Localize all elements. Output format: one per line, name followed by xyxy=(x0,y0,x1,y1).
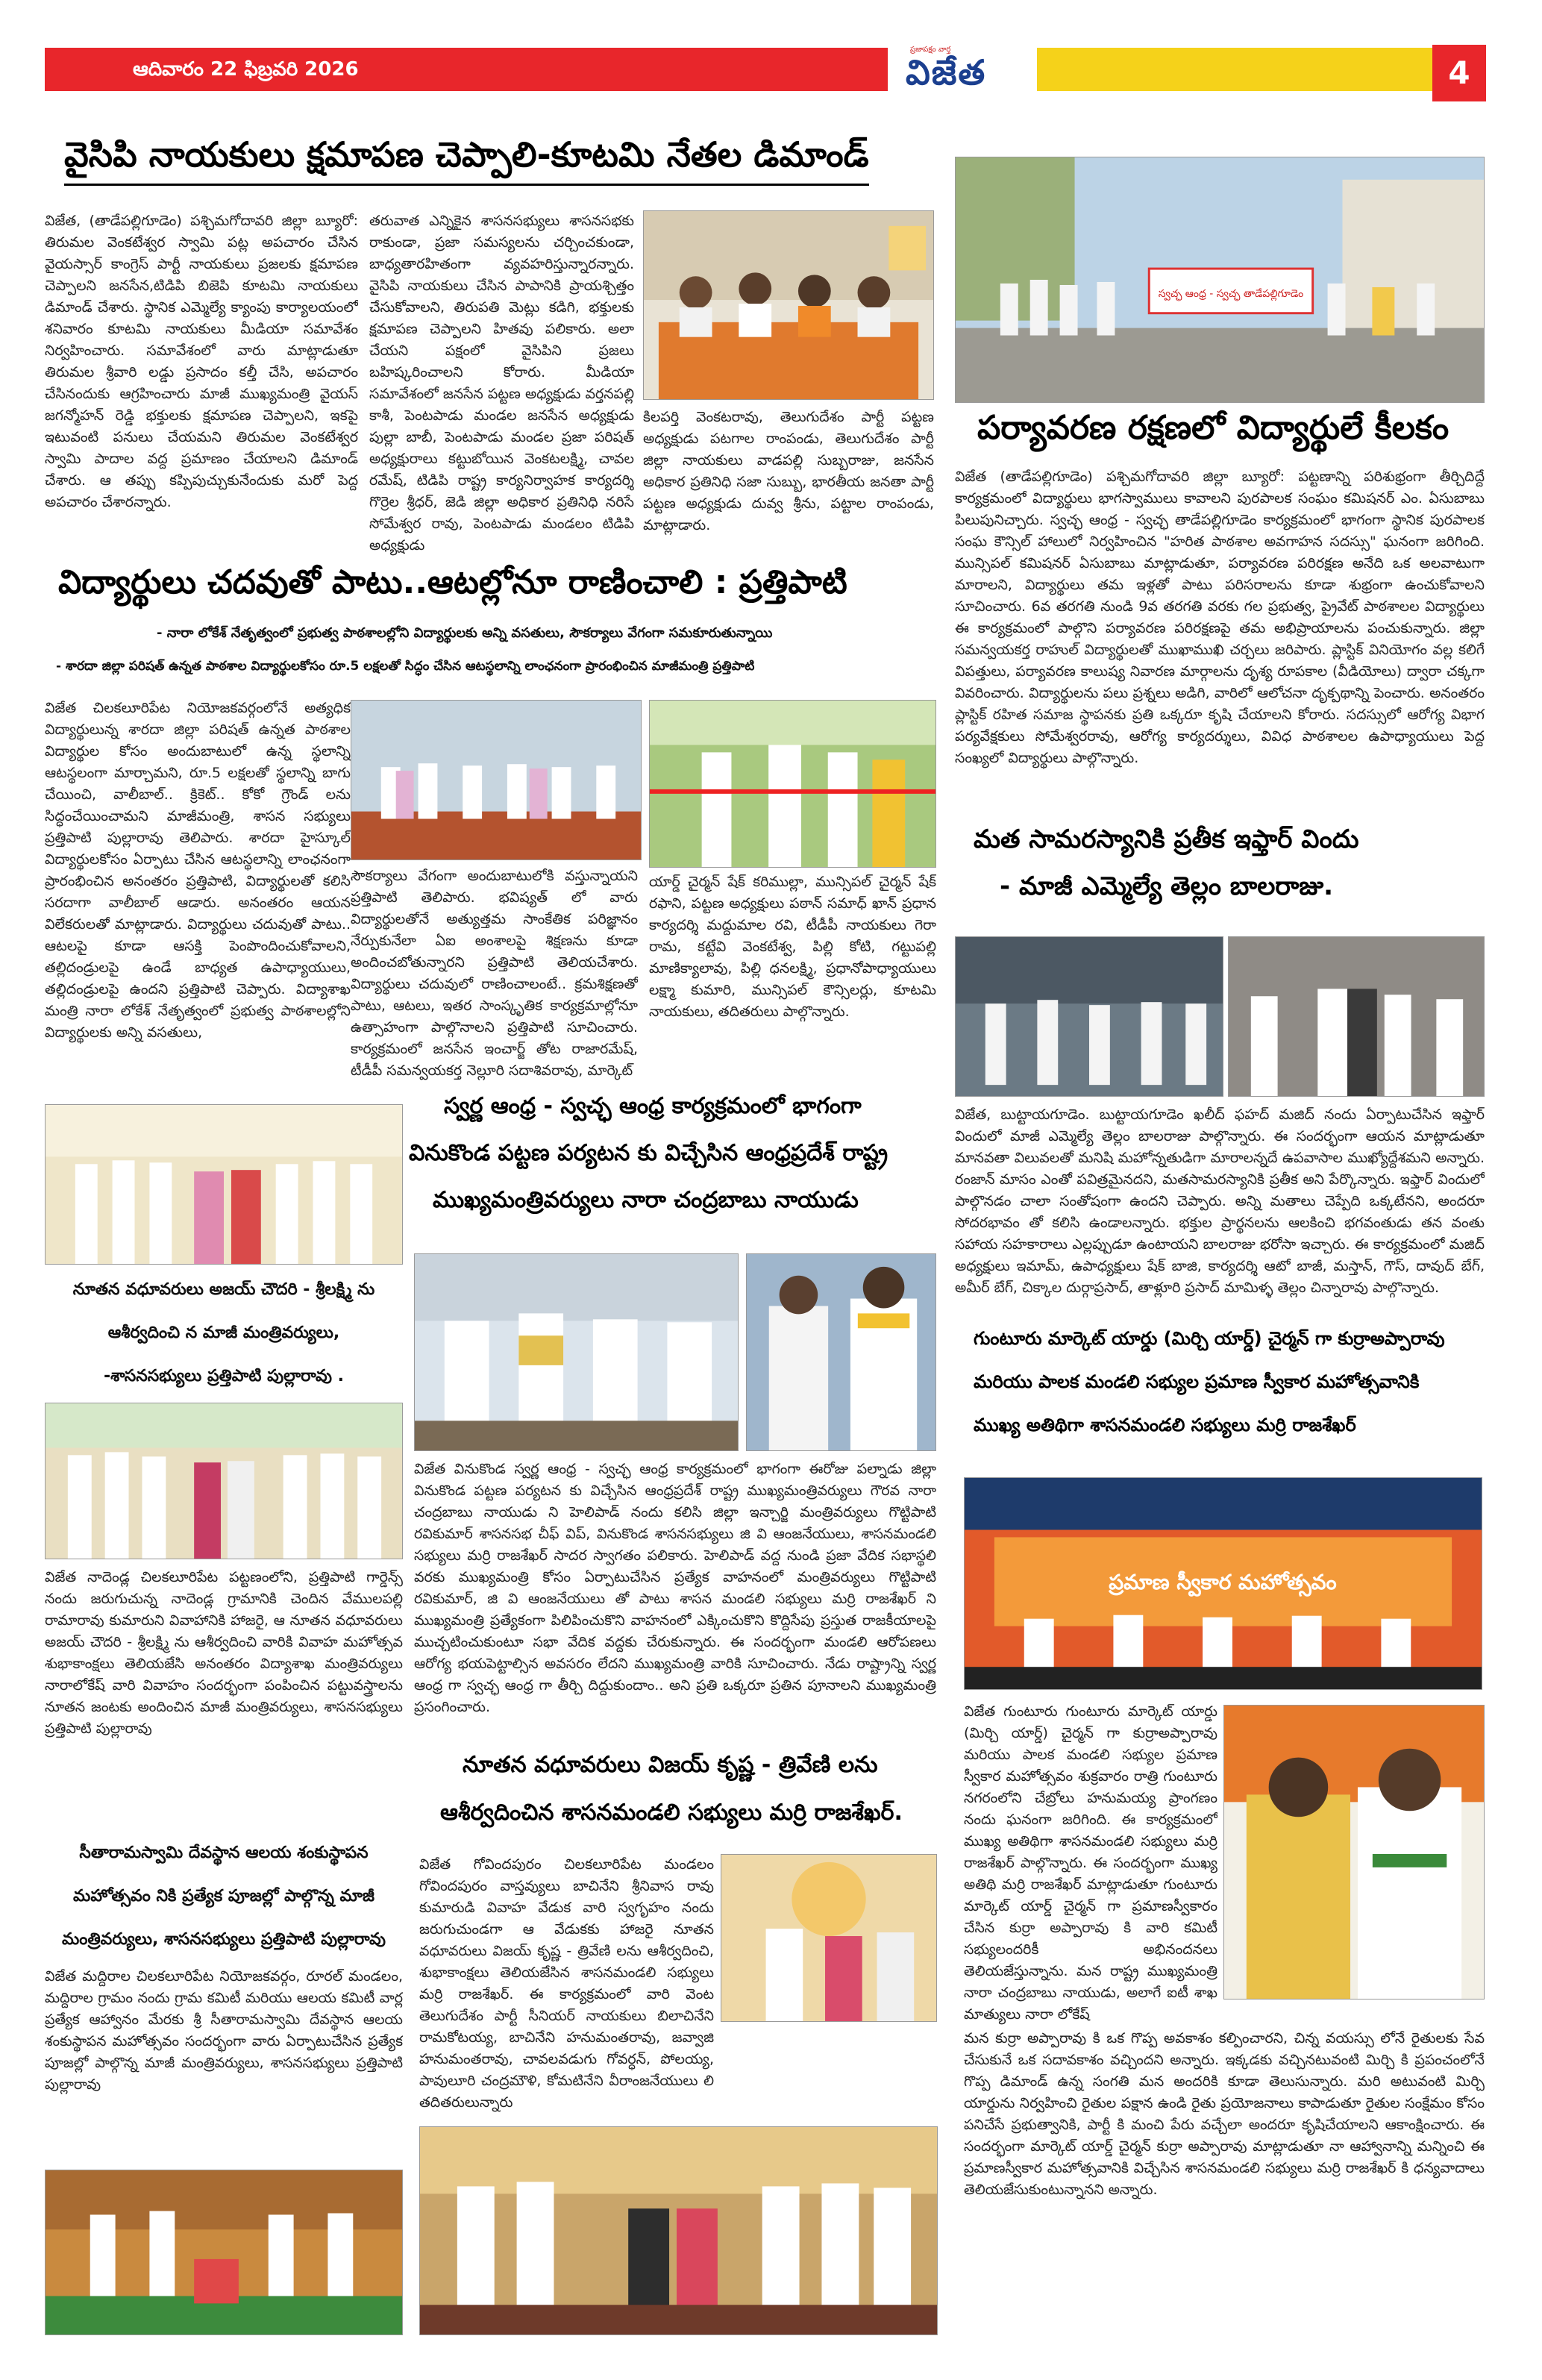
swarna-body: విజేత వినుకొండ స్వర్ణ ఆంధ్ర - స్వచ్ఛ ఆంధ్ర కార్యక్రమంలో భాగంగా ఈరోజు పల్నాడు జిల్లా వినుకొండ పట్టణ పర్యటన కు విచ్చేసిన ఆంధ్రప్రదేశ్ రాష్ట్ర ముఖ్యమంత్రివర్యులు గౌరవ నారా చంద్రబాబు నాయుడు ని హెలిపాడ్ నందు కలిసి జిల్లా ఇన్చార్జి మంత్రివర్యులు గొట్టిపాటి రవికుమార్ శాసనసభ చీఫ్ విప్, వినుకొండ శాసనసభ్యులు జి వి ఆంజనేయులు, శాసనమండలి సభ్యులు మర్రి రాజశేఖర్ సాదర స్వాగతం పలికారు. హెలిపాడ్ వద్ద నుండి ప్రజా వేదిక సభాస్థలి వరకు ముఖ్యమంత్రి కోసం ఏర్పాటుచేసిన ప్రత్యేక వాహనంలో మంత్రివర్యులు గొట్టిపాటి రవికుమార్, జి వి ఆంజనేయులు తో పాటు శాసన మండలి సభ్యులు మర్రి రాజశేఖర్ ని ముఖ్యమంత్రి ప్రత్యేకంగా పిలిపించుకొని వాహనంలో ఎక్కించుకొని కొద్దిసేపు ప్రస్తుత రాజకీయాలపై ముచ్చటించుకుంటూ సభా వేదిక వద్దకు చేరుకున్నారు. ఈ సందర్భంగా మండలి ఆరోపణలు ఆరోగ్య భయపెట్టాల్సిన అవసరం లేదని ముఖ్యమంత్రి వారికి సూచించారు. నేడు రాష్ట్రాన్ని స్వర్ణ ఆంధ్ర గా స్వచ్ఛ ఆంధ్ర గా తీర్చి దిద్దుకుందాం.. అని ప్రతి ఒక్కరూ ప్రతిన పూనాలని ముఖ్యమంత్రి ప్రసంగించారు. xyxy=(414,1461,936,1715)
wedding2-photo-1 xyxy=(721,1854,937,2022)
rally-banner-text: స్వచ్ఛ ఆంధ్ర - స్వచ్ఛ తాడేపల్లిగూడెం xyxy=(1158,287,1304,300)
wedding2-photo-2 xyxy=(419,2126,938,2335)
stage-banner-text: ప్రమాణ స్వీకార మహోత్సవం xyxy=(1109,1570,1337,1594)
iftar-headline-attribution: - మాజీ ఎమ్మెల్యే తెల్లం బాలరాజు. xyxy=(1000,871,1334,901)
story1-col2: తరువాత ఎన్నికైన శాసనసభ్యులు శాసనసభకు రాకుండా, ప్రజా సమస్యలను చర్చించకుండా, బాధ్యతారహితంగా వ్యవహరిస్తున్నారన్నారు. వైసిపి నాయకులు చేసిన పాపానికి ప్రాయశ్చిత్తం చేసుకోవాలని, తిరుపతి మెట్లు కడిగి, భక్తులకు క్షమాపణ చెప్పాలని హితవు పలికారు. అలా చేయని పక్షంలో వైసిపిని ప్రజలు బహిష్కరించాలని కోరారు. మీడియా సమావేశంలో జనసేన పట్టణ అధ్యక్షుడు వర్తనపల్లి కాశీ, పెంటపాడు మండల జనసేన అధ్యక్షుడు పుల్లా బాబీ, పెంటపాడు మండల ప్రజా పరిషత్ అధ్యక్షురాలు కట్టుబోయిన వెంకటలక్ష్మి, చావల రమేష్, టిడిపి రాష్ట్ర కార్యనిర్వాహక కార్యదర్శి గొర్రెల శ్రీధర్, జెడి జిల్లా అధికార ప్రతినిధి నరిసే సోమేశ్వర రావు, పెంటపాడు మండలం టిడిపి అధ్యక్షుడు xyxy=(369,213,634,554)
env-headline: పర్యావరణ రక్షణలో విద్యార్థులే కీలకం xyxy=(977,409,1449,447)
newspaper-logo xyxy=(888,43,1037,95)
swarna-headline-3: ముఖ్యమంత్రివర్యులు నారా చంద్రబాబు నాయుడు xyxy=(433,1187,859,1213)
guntur-col2: మన కుర్రా అప్పారావు కి ఒక గొప్ప అవకాశం కల్పించారని, చిన్న వయస్సు లోనే రైతులకు సేవ చేసుకునే ఒక సదావకాశం వచ్చిందని అన్నారు. ఇక్కడకు వచ్చినటువంటి మిర్చి కి ప్రపంచంలోనే గొప్ప డిమాండ్ ఉన్న సంగతి మన అందరికి కూడా తెలుసున్నారు. మరి అటువంటి మిర్చి యార్డును నిర్వహించి రైతుల పక్షాన ఉండి రైతు ప్రయోజనాలు కాపాడుతూ రైతుల సంక్షేమం కోసం పనిచేసే ప్రభుత్వానికి, పార్టీ కి మంచి పేరు వచ్చేలా అందరూ కృషిచేయాలని ఆకాంక్షించారు. ఈ సందర్భంగా మార్కెట్ యార్డ్ చైర్మన్ కుర్రా అప్పారావు మాట్లాడుతూ నా ఆహ్వానాన్ని మన్నించి ఈ ప్రమాణస్వీకార మహోత్సవానికి విచ్చేసిన శాసనమండలి సభ్యులు మర్రి రాజశేఖర్ కి ధన్యవాదాలు తెలియజేసుకుంటున్నానని అన్నారు. xyxy=(964,2030,1485,2198)
cm-meeting-photo-1 xyxy=(414,1253,739,1451)
wedding1-photo-2 xyxy=(45,1403,403,1559)
story1-col3: కిలపర్తి వెంకటరావు, తెలుగుదేశం పార్టీ పట్టణ అధ్యక్షుడు పటగాల రాంపండు, తెలుగుదేశం పార్టీ జిల్లా నాయకులు వాడపల్లి సుబ్బరాజు, జనసేన అధికార ప్రతినిధి సజా సుబ్బు, భారతీయ జనతా పార్టీ పట్టణ అధ్యక్షుడు దువ్వ శ్రీను, పట్టాల రాంపండు, మాట్లాడారు. xyxy=(643,409,934,533)
iftar-body: విజేత, బుట్టాయగూడెం. బుట్టాయగూడెం ఖలీద్ ఫహద్ మజిద్ నందు ఏర్పాటుచేసిన ఇఫ్తార్ విందులో మాజీ ఎమ్మెల్యే తెల్లం బాలరాజు పాల్గొన్నారు. ఈ సందర్భంగా ఆయన మాట్లాడుతూ మానవతా విలువలతో మనిషి మహోన్నతుడిగా మారాలన్నదే ఉపవాసాల ముఖ్యోద్దేశమని అన్నారు. రంజాన్ మాసం ఎంతో పవిత్రమైనదని, మతసామరస్యానికి ప్రతీక అని పేర్కొన్నారు. ఇఫ్తార్ విందులో పాల్గొనడం చాలా సంతోషంగా ఉందని చెప్పారు. అన్ని మతాలు చెప్పేది ఒక్కటేనని, అందరూ సోదరభావం తో కలిసి ఉండాలన్నారు. భక్తుల ప్రార్థనలను ఆలకించి భగవంతుడు తన వంతు సహాయ సహకారాలు ఎల్లప్పుడూ ఉంటాయని బాలరాజు భరోసా ఇచ్చారు. ఈ కార్యక్రమంలో మజిద్ అధ్యక్షులు ఇమామ్, ఉపాధ్యక్షులు షేక్ బాజి, కార్యదర్శి ఆటో బాజీ, మస్తాన్, గౌస్, దావుద్ బేగ్, అమీర్ బేగ్, చిక్కాల దుర్గాప్రసాద్, తాళ్లూరి ప్రసాద్ మామిళ్ళ తెల్లం చిన్నారావు పాల్గొన్నారు. xyxy=(955,1106,1485,1296)
press-meet-photo xyxy=(643,210,934,400)
school-group-photo xyxy=(351,700,642,860)
temple-body: విజేత మద్దిరాల చిలకలూరిపేట నియోజకవర్గం, రూరల్ మండలం, మద్దిరాల గ్రామం నందు గ్రామ కమిటీ మరియు ఆలయ కమిటీ వార్ల ప్రత్యేక ఆహ్వానం మేరకు శ్రీ సీతారామస్వామి దేవస్థాన ఆలయ శంకుస్థాపన మహోత్సవం సందర్భంగా వారు ఏర్పాటుచేసిన ప్రత్యేక పూజల్లో పాల్గొన్న మాజీ మంత్రివర్యులు, శాసనసభ్యులు ప్రత్తిపాటి పుల్లారావు xyxy=(45,1968,403,2093)
sports-subheading-1: - నారా లోకేశ్ నేతృత్వంలో ప్రభుత్వ పాఠశాలల్లోని విద్యార్థులకు అన్ని వసతులు, సౌకర్యాలు వేగంగా సమకూరుతున్నాయి xyxy=(157,625,773,641)
sports-col3: యార్డ్ చైర్మన్ షేక్ కరిముల్లా, మున్సిపల్ చైర్మన్ షేక్ రఫాని, పట్టణ అధ్యక్షులు పఠాన్ సమాధ్ ఖాన్ ప్రధాన కార్యదర్శి మద్దుమాల రవి, టీడీపీ నాయకులు గెరా రామ, కట్టేవి వెంకటేశ్వ, పిల్లి కోటి, గట్టుపల్లి మాణిక్యాలావు, పిల్లి ధనలక్ష్మి, ప్రధానోపాధ్యాయులు లక్ష్మా కుమారి, మున్సిపల్ కౌన్సిలర్లు, కూటమి నాయకులు, తదితరులు పాల్గొన్నారు. xyxy=(649,874,936,1020)
temple-headline-1: సీతారామస్వామి దేవస్థాన ఆలయ శంకుస్థాపన xyxy=(79,1844,369,1862)
cm-meeting-photo-2 xyxy=(746,1253,936,1451)
guntur-headline-2: మరియు పాలక మండలి సభ్యుల ప్రమాణ స్వీకార మహోత్సవానికి xyxy=(974,1371,1420,1392)
sports-headline: విద్యార్థులు చదవుతో పాటు..ఆటల్లోనూ రాణించాలి : ప్రత్తిపాటి xyxy=(58,563,847,601)
temple-puja-photo xyxy=(45,2170,403,2335)
wedding2-body: విజేత గోవిందపురం చిలకలూరిపేట మండలం గోవిందపురం వాస్తవ్యులు బాచినేని శ్రీనివాస రావు కుమారుడి వివాహ వేడుక వారి స్వగృహం నందు జరుగుచుండగా ఆ వేడుకకు హాజరై నూతన వధూవరులు విజయ్ కృష్ణ - త్రివేణి లను ఆశీర్వదించి, శుభాకాంక్షలు తెలియజేసిన శాసనమండలి సభ్యులు మర్రి రాజశేఖర్. ఈ కార్యక్రమంలో వారి వెంట తెలుగుదేశం పార్టీ సీనియర్ నాయకులు బిలాచినేని రామకోటయ్య, బాచినేని హనుమంతరావు, జవ్వాజి హనుమంతరావు, చావలవడుగు గోవర్ధన్, పోలయ్య, పావులూరి చంద్రమౌళి, కోమటినేని వీరాంజనేయులు లి తదితరులున్నారు xyxy=(419,1856,714,2111)
swarna-headline-1: స్వర్ణ ఆంధ్ర - స్వచ్ఛ ఆంధ్ర కార్యక్రమంలో భాగంగా xyxy=(444,1093,862,1119)
masthead-yellow-bar xyxy=(1037,48,1432,91)
guntur-col1: విజేత గుంటూరు గుంటూరు మార్కెట్ యార్డు (మిర్చి యార్డ్) చైర్మన్ గా కుర్రాఅప్పారావు మరియు పాలక మండలి సభ్యుల ప్రమాణ స్వీకార మహోత్సవం శుక్రవారం రాత్రి గుంటూరు నగరంలోని చేబ్రోలు హనుమయ్య ప్రాంగణం నందు ఘనంగా జరిగింది. ఈ కార్యక్రమంలో ముఖ్య అతిథిగా శాసనమండలి సభ్యులు మర్రి రాజశేఖర్ పాల్గొన్నారు. ఈ సందర్భంగా ముఖ్య అతిథి మర్రి రాజశేఖర్ మాట్లాడుతూ గుంటూరు మార్కెట్ యార్డ్ చైర్మన్ గా ప్రమాణస్వీకారం చేసిన కుర్రా అప్పారావు కి వారి కమిటీ సభ్యులందరికీ అభినందనలు తెలియజేస్తున్నాను. మన రాష్ట్ర ముఖ్యమంత్రి నారా చంద్రబాబు నాయుడు, అలాగే ఐటీ శాఖ మాత్యులు నారా లోకేష్ xyxy=(964,1703,1217,2023)
env-body: విజేత (తాడేపల్లిగూడెం) పశ్చిమగోదావరి జిల్లా బ్యూరో: పట్టణాన్ని పరిశుభ్రంగా తీర్చిదిద్దే కార్యక్రమంలో విద్యార్థులు భాగస్వాములు కావాలని పురపాలక సంఘం కమిషనర్ ఎం. ఏసుబాబు పిలుపునిచ్చారు. స్వచ్ఛ ఆంధ్ర - స్వచ్ఛ తాడేపల్లిగూడెం కార్యక్రమంలో భాగంగా స్థానిక పురపాలక సంఘ కౌన్సిల్ హాలులో నిర్వహించిన "హరిత పాఠశాల అవగాహన సదస్సు" ఘనంగా జరిగింది. మున్సిపల్ కమిషనర్ ఏసుబాబు మాట్లాడుతూ, పర్యావరణ పరిరక్షణ అనేది ఒక అలవాటుగా మారాలని, విద్యార్థులు తమ ఇళ్లతో పాటు పరిసరాలను కూడా శుభ్రంగా ఉంచుకోవాలని సూచించారు. 6వ తరగతి నుండి 9వ తరగతి వరకు గల ప్రభుత్వ, ప్రైవేట్ పాఠశాలల విద్యార్థులు ఈ కార్యక్రమంలో పాల్గొని పర్యావరణ పరిరక్షణపై తమ అభిప్రాయాలను పంచుకున్నారు. జిల్లా సమన్వయకర్త రాహుల్ విద్యార్థులతో ముఖాముఖి చర్చలు జరిపారు. ప్లాస్టిక్ వినియోగం వల్ల కలిగే విపత్తులు, పర్యావరణ కాలుష్య నివారణ మార్గాలను దృశ్య రూపకాల (వీడియోలు) ద్వారా చక్కగా వివరించారు. విద్యార్థులను పలు ప్రశ్నలు అడిగి, వారిలో ఆలోచనా దృక్పథాన్ని పెంచారు. అనంతరం ప్లాస్టిక్ రహిత సమాజ స్థాపనకు ప్రతి ఒక్కరూ కృషి చేయాలని కోరారు. సదస్సులో ఆరోగ్య విభాగ పర్యవేక్షకులు సోమేశ్వరరావు, ఆరోగ్య కార్యదర్శులు, వివిధ పాఠశాలల ఉపాధ్యాయులు పెద్ద సంఖ్యలో విద్యార్థులు పాల్గొన్నారు. xyxy=(955,469,1485,766)
wedding1-caption-3: -శాసనసభ్యులు ప్రత్తిపాటి పుల్లారావు . xyxy=(103,1367,345,1385)
sports-col1: విజేత చిలకలూరిపేట నియోజకవర్గంలోనే అత్యధిక విద్యార్థులున్న శారదా జిల్లా పరిషత్ ఉన్నత పాఠశాల విద్యార్థుల కోసం అందుబాటులో ఉన్న స్థలాన్ని ఆటస్థలంగా మార్చామని, రూ.5 లక్షలతో స్థలాన్ని బాగు చేయించి, వాలీబాల్.. క్రికెట్.. కోకో గ్రౌండ్ లను సిద్ధంచేయించామని మాజీమంత్రి, శాసన సభ్యులు ప్రత్తిపాటి పుల్లారావు తెలిపారు. శారదా హైస్కూల్ విద్యార్థులకోసం ఏర్పాటు చేసిన ఆటస్థలాన్ని లాంఛనంగా ప్రారంభించిన అనంతరం ప్రత్తిపాటి, విద్యార్థులతో కలిసి సరదాగా వాలీబాల్ ఆడారు. అనంతరం ఆయన విలేకరులతో మాట్లాడారు. విద్యార్థులు చదువుతో పాటు.. ఆటలపై కూడా ఆసక్తి పెంపొందించుకోవాలని, తల్లిదండ్రులపై ఉండే బాధ్యత ఉపాధ్యాయులు, తల్లిదండ్రులపై ఉందని ప్రత్తిపాటి చెప్పారు. విద్యాశాఖ మంత్రి నారా లోకేశ్ నేతృత్వంలో ప్రభుత్వ పాఠశాలల్లోని విద్యార్థులకు అన్ని వసతులు, xyxy=(45,700,351,1041)
guntur-headline-3: ముఖ్య అతిథిగా శాసనమండలి సభ్యులు మర్రి రాజశేఖర్ xyxy=(974,1415,1356,1435)
story1-headline: వైసిపి నాయకులు క్షమాపణ చెప్పాలి-కూటమి నేతల డిమాండ్ xyxy=(64,134,869,186)
guntur-headline-1: గుంటూరు మార్కెట్ యార్డు (మిర్చి యార్డ్) చైర్మన్ గా కుర్రాఅప్పారావు xyxy=(974,1328,1445,1349)
wedding1-caption-1: నూతన వధూవరులు అజయ్ చౌదరి - శ్రీలక్ష్మి ను xyxy=(72,1280,375,1299)
story1-col1: విజేత, (తాడేపల్లిగూడెం) పశ్చిమగోదావరి జిల్లా బ్యూరో: తిరుమల వెంకటేశ్వర స్వామి పట్ల అపచారం చేసిన వైయస్సార్ కాంగ్రెస్ పార్టీ నాయకులు ప్రజలకు క్షమాపణ చెప్పాలని జనసేన,టిడిపి బిజెపి కూటమి నాయకులు డిమాండ్ చేశారు. స్థానిక ఎమ్మెల్యే క్యాంపు కార్యాలయంలో శనివారం కూటమి నాయకులు మీడియా సమావేశం నిర్వహించారు. సమావేశంలో వారు మాట్లాడుతూ తిరుమల శ్రీవారి లడ్డు ప్రసాదం కల్తీ చేసి, అపచారం చేసినందుకు ఆగ్రహించారు మాజీ ముఖ్యమంత్రి వైయస్ జగన్మోహన్ రెడ్డి భక్తులకు క్షమాపణ చెప్పాలని, ఇకపై ఇటువంటి పనులు చేయమని తిరుమల వెంకటేశ్వర స్వామి పాదాల వద్ద ప్రమాణం చేయాలని డిమాండ్ చేశారు. ఆ తప్పు కప్పిపుచ్చుకునేందుకు మరో పెద్ద అపచారం చేశారన్నారు. xyxy=(45,213,358,510)
environment-rally-photo xyxy=(955,157,1485,403)
swarna-headline-2: వినుకొండ పట్టణ పర్యటన కు విచ్చేసిన ఆంధ్రప్రదేశ్ రాష్ట్ర xyxy=(409,1140,888,1166)
wedding2-headline-2: ఆశీర్వదించిన శాసనమండలి సభ్యులు మర్రి రాజశేఖర్. xyxy=(440,1800,903,1826)
logo-text: విజేత xyxy=(906,52,987,93)
wedding1-photo-1 xyxy=(45,1104,403,1265)
ribbon-cutting-photo xyxy=(649,700,936,868)
iftar-headline: మత సామరస్యానికి ప్రతీక ఇఫ్తార్ విందు xyxy=(974,824,1359,854)
edition-date: ఆదివారం 22 ఫిబ్రవరి 2026 xyxy=(133,58,359,81)
guntur-felicitation-photo xyxy=(1223,1705,1485,1999)
temple-headline-2: మహోత్సవం నికి ప్రత్యేక పూజల్లో పాల్గొన్న మాజీ xyxy=(73,1887,374,1905)
wedding2-headline-1: నూతన వధూవరులు విజయ్ కృష్ణ - త్రివేణి లను xyxy=(463,1752,878,1778)
iftar-photo-1 xyxy=(955,936,1223,1097)
wedding1-caption-2: ఆశీర్వదించి న మాజీ మంత్రివర్యులు, xyxy=(107,1324,340,1342)
iftar-photo-2 xyxy=(1228,936,1485,1097)
guntur-stage-photo xyxy=(964,1477,1482,1690)
sports-subheading-2: - శారదా జిల్లా పరిషత్ ఉన్నత పాఠశాల విద్యార్థులకోసం రూ.5 లక్షలతో సిద్ధం చేసిన ఆటస్థలాన్ని లాంఛనంగా ప్రారంభించిన మాజీమంత్రి ప్రత్తిపాటి xyxy=(56,659,755,674)
page-number: 4 xyxy=(1432,45,1486,101)
sports-col2: సౌకర్యాలు వేగంగా అందుబాటులోకి వస్తున్నాయని ప్రత్తిపాటి తెలిపారు. భవిష్యత్ లో వారు విద్యార్థులతోనే అత్యుత్తమ సాంకేతిక పరిజ్ఞానం నేర్పుకునేలా ఏఐ అంశాలపై శిక్షణను కూడా అందించబోతున్నారని ప్రత్తిపాటి తెలియచేశారు. విద్యార్థులు చదువులో రాణించాలంటే.. క్రమశిక్షణతో పాటు, ఆటలు, ఇతర సాంస్కృతిక కార్యక్రమాల్లోనూ ఉత్సాహంగా పాల్గొనాలని ప్రత్తిపాటి సూచించారు. కార్యక్రమంలో జనసేన ఇంచార్జ్ తోట రాజారమేష్, టీడీపీ సమన్వయకర్త నెల్లూరి సదాశివరావు, మార్కెట్ xyxy=(351,868,638,1079)
logo-tagline: ప్రజాపక్షం వార్త xyxy=(910,46,951,54)
wedding1-body: విజేత నాదెండ్ల చిలకలూరిపేట పట్టణంలోని, ప్రత్తిపాటి గార్డెన్స్ నందు జరుగుచున్న నాదెండ్ల గ్రామానికి చెందిన వేములపల్లి రామారావు కుమారుని వివాహానికి హాజరై, ఆ నూతన వధూవరులు అజయ్ చౌదరి - శ్రీలక్ష్మి ను ఆశీర్వదించి వారికి వివాహ మహోత్సవ శుభాకాంక్షలు తెలియజేసి అనంతరం విద్యాశాఖ మంత్రివర్యులు నారాలోకేష్ వారి వివాహం సందర్భంగా పంపించిన పట్టువస్త్రాలను నూతన జంటకు అందించిన మాజీ మంత్రివర్యులు, శాసనసభ్యులు ప్రత్తిపాటి పుల్లారావు xyxy=(45,1569,403,1737)
temple-headline-3: మంత్రివర్యులు, శాసనసభ్యులు ప్రత్తిపాటి పుల్లారావు xyxy=(62,1930,386,1949)
